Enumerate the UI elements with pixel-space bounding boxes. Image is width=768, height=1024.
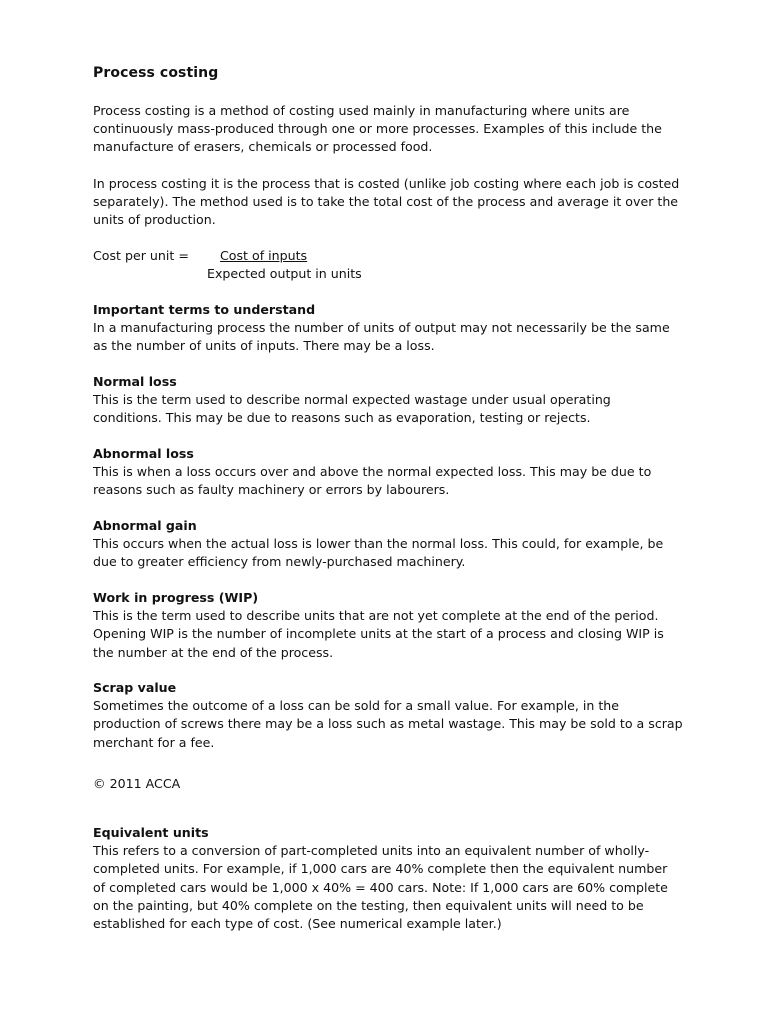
section-body: This refers to a conversion of part-completed units into an equivalent number of wholly-completed units. For example, if 1,000 cars are 40% complete then the equivalent number of completed cars would be 1,000 x 40% = 400 cars. Note: If 1,000 cars are 60% complete on the painting, but 40% complete on the testing, then equivalent units will need to be established for each type of cost. (See numerical example later.)	[93, 843, 668, 932]
section-body: Sometimes the outcome of a loss can be sold for a small value. For example, in the production of screws there may be a loss such as metal wastage. This may be sold to a scrap merchant for a fee.	[93, 698, 683, 750]
formula-numerator: Cost of inputs	[220, 248, 308, 263]
formula-label: Cost per unit =	[93, 248, 189, 263]
formula-denominator: Expected output in units	[207, 266, 362, 281]
section-important-terms	[93, 301, 683, 356]
section-body: This is when a loss occurs over and above the normal expected loss. This may be due to reasons such as faulty machinery or errors by labourers.	[93, 464, 652, 498]
section-equivalent-units	[93, 824, 683, 933]
section-body: This occurs when the actual loss is lower than the normal loss. This could, for example, be due to greater efficiency from newly-purchased machinery.	[93, 536, 664, 570]
section-scrap-value	[93, 679, 683, 752]
section-heading: Abnormal gain	[93, 518, 197, 533]
section-abnormal-gain	[93, 517, 683, 572]
section-body: This is the term used to describe units that are not yet complete at the end of the period. Opening WIP is the number of incomplete units at the start of a process and closing WIP is the number at the end of the process.	[93, 608, 664, 660]
section-normal-loss	[93, 373, 683, 428]
section-abnormal-loss	[93, 445, 683, 500]
document-title: Process costing	[93, 65, 219, 81]
section-heading: Important terms to understand	[93, 302, 316, 317]
section-heading: Scrap value	[93, 680, 177, 695]
section-body: This is the term used to describe normal expected wastage under usual operating conditions. This may be due to reasons such as evaporation, testing or rejects.	[93, 392, 611, 426]
copyright-notice: © 2011 ACCA	[93, 776, 181, 791]
section-heading: Work in progress (WIP)	[93, 590, 259, 605]
method-paragraph: In process costing it is the process that is costed (unlike job costing where each job is costed separately). The method used is to take the total cost of the process and average it over the units of production.	[93, 176, 680, 228]
intro-paragraph: Process costing is a method of costing used mainly in manufacturing where units are continuously mass-produced through one or more processes. Examples of this include the manufacture of erasers, chemicals or processed food.	[93, 103, 662, 155]
section-heading: Equivalent units	[93, 825, 209, 840]
section-heading: Abnormal loss	[93, 446, 194, 461]
section-wip	[93, 589, 683, 662]
section-body: In a manufacturing process the number of units of output may not necessarily be the same as the number of units of inputs. There may be a loss.	[93, 320, 670, 354]
section-heading: Normal loss	[93, 374, 177, 389]
